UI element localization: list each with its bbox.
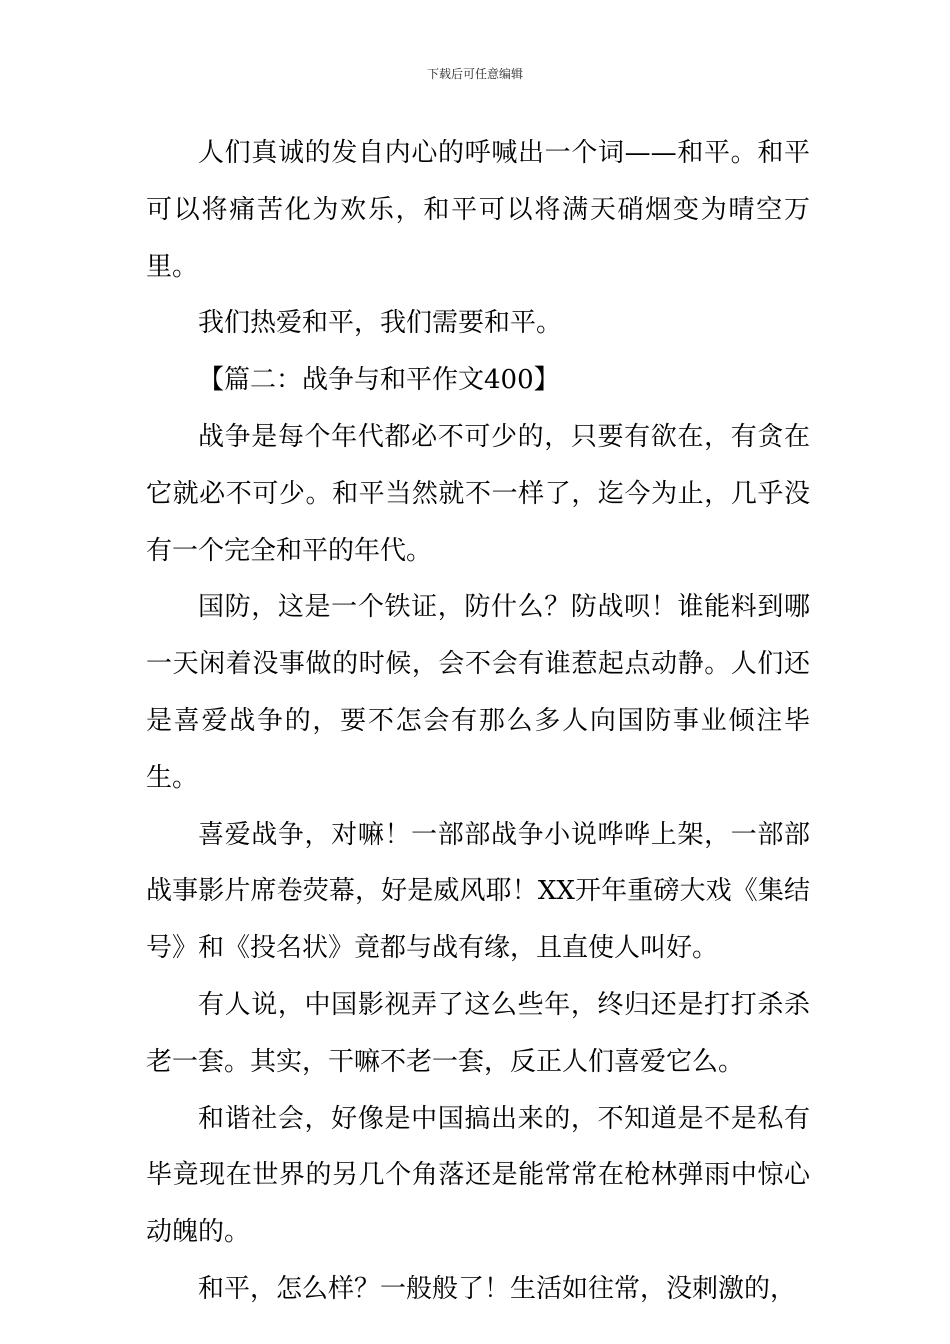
paragraph-2: 我们热爱和平，我们需要和平。	[198, 308, 563, 339]
section-heading: 【篇二：战争与和平作文400】	[198, 365, 560, 396]
paragraph-5: 喜爱战争，对嘛！一部部战争小说哗哗上架，一部部战事影片席卷荧幕，好是威风耶！XX开年重磅大戏《集结号》和《投名状》竟都与战有缘，且直使人叫好。	[146, 819, 810, 964]
paragraph-1: 人们真诚的发自内心的呼喊出一个词——和平。和平可以将痛苦化为欢乐，和平可以将满天硝烟变为晴空万里。	[146, 138, 810, 282]
paragraph-4: 国防，这是一个铁证，防什么？防战呗！谁能料到哪一天闲着没事做的时候，会不会有谁惹起点动静。人们还是喜爱战争的，要不怎会有那么多人向国防事业倾注毕生。	[146, 592, 810, 793]
paragraph-3: 战争是每个年代都必不可少的，只要有欲在，有贪在它就必不可少。和平当然就不一样了，迄今为止，几乎没有一个完全和平的年代。	[146, 421, 810, 566]
paragraph-7: 和谐社会，好像是中国搞出来的，不知道是不是私有毕竟现在世界的另几个角落还是能常常在枪林弹雨中惊心动魄的。	[146, 1103, 810, 1248]
paragraph-6: 有人说，中国影视弄了这么些年，终归还是打打杀杀老一套。其实，干嘛不老一套，反正人们喜爱它么。	[146, 989, 810, 1077]
page-header: 下载后可任意编辑	[426, 67, 523, 81]
document-body	[146, 125, 810, 1318]
paragraph-8: 和平，怎么样？一般般了！生活如往常，没刺激的，	[198, 1273, 797, 1304]
